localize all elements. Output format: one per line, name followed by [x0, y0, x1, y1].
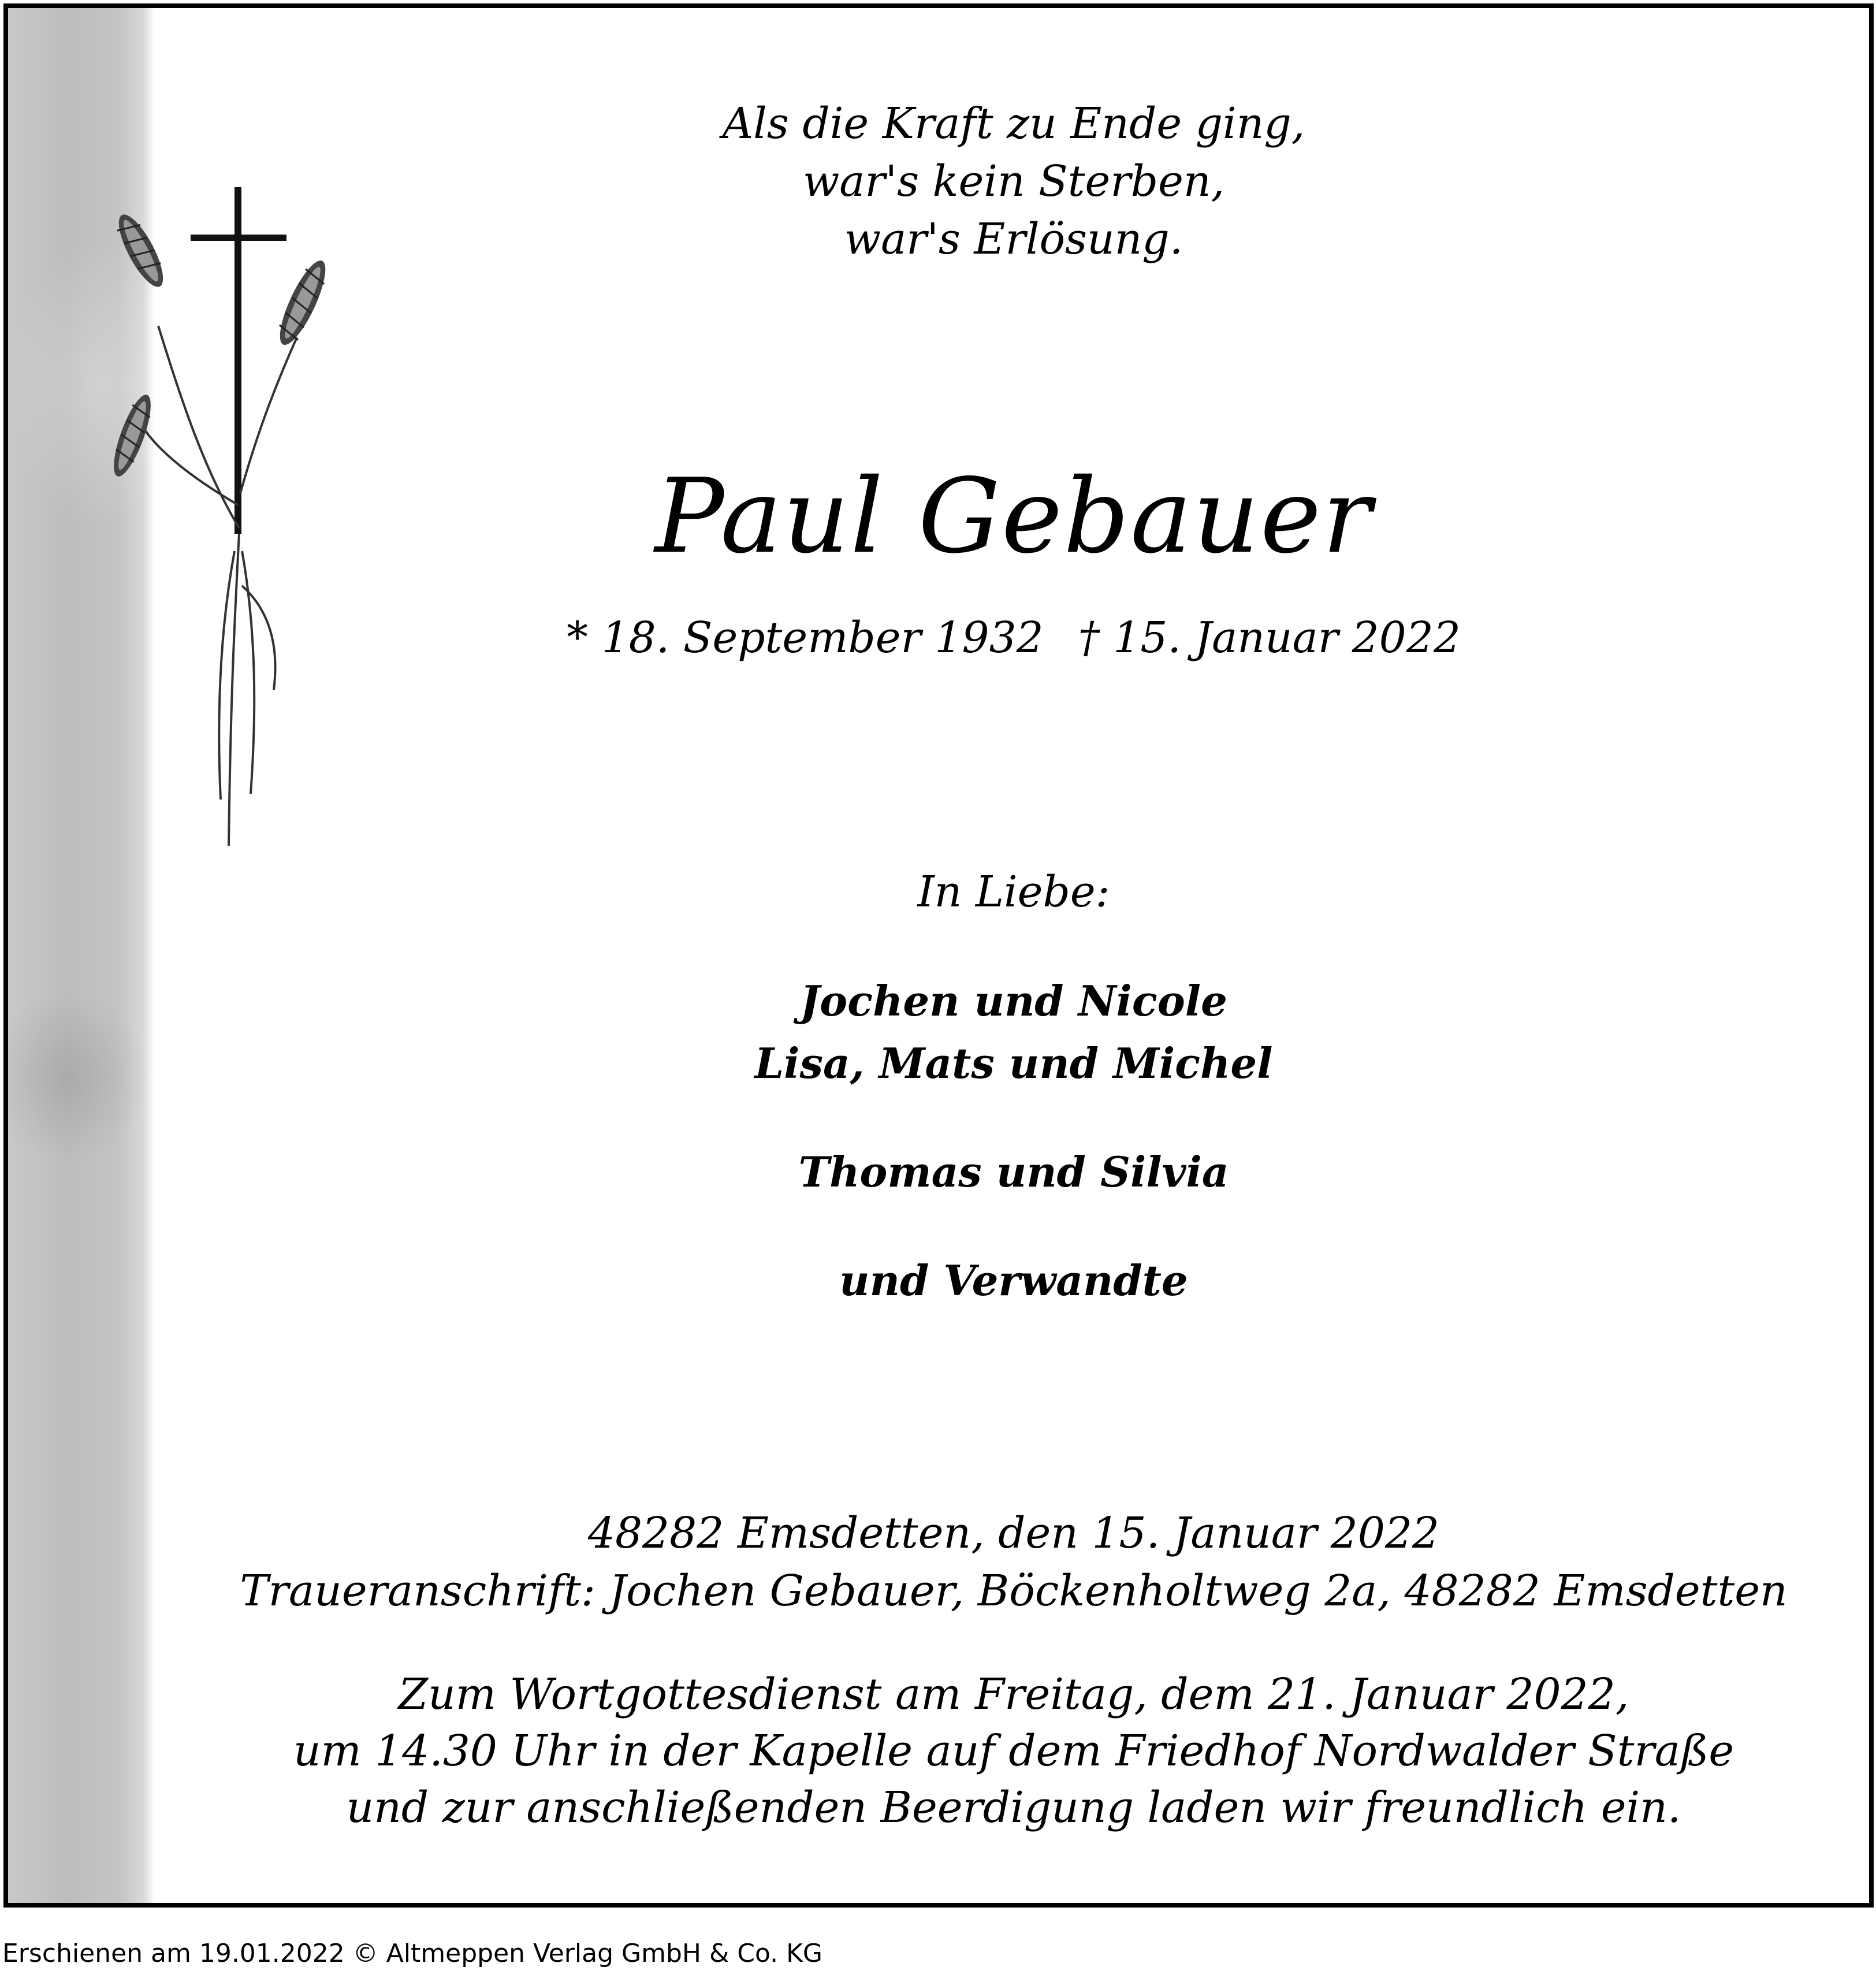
place-date-line: 48282 Emsdetten, den 15. Januar 2022 — [587, 1508, 1440, 1558]
birth-date: * 18. September 1932 — [567, 613, 1044, 663]
service-line: und zur anschließenden Beerdigung laden wir freundlich ein. — [346, 1783, 1681, 1832]
life-dates — [158, 609, 1869, 667]
funeral-service-info — [158, 1666, 1869, 1836]
motto-line: war's Erlösung. — [844, 214, 1183, 264]
mourning-address: Traueranschrift: Jochen Gebauer, Böckenholtweg 2a, 48282 Emsdetten — [240, 1566, 1788, 1616]
service-line: um 14.30 Uhr in der Kapelle auf dem Friedhof Nordwalder Straße — [293, 1726, 1734, 1776]
mourners-list — [158, 970, 1869, 1312]
publication-footer: Erschienen am 19.01.2022 © Altmeppen Verlag GmbH & Co. KG — [2, 1939, 823, 1968]
death-date: † 15. Januar 2022 — [1078, 613, 1461, 663]
deceased-name: Paul Gebauer — [654, 456, 1373, 576]
motto-line: war's kein Sterben, — [802, 157, 1225, 206]
service-line: Zum Wortgottesdienst am Freitag, dem 21. Januar 2022, — [398, 1670, 1629, 1719]
obituary-card — [3, 3, 1874, 1908]
place-and-address — [158, 1504, 1869, 1620]
motto-line: Als die Kraft zu Ende ging, — [722, 99, 1305, 148]
mourner-line: Lisa, Mats und Michel — [754, 1039, 1273, 1088]
in-love-label: In Liebe: — [917, 867, 1110, 917]
mourner-line: Thomas und Silvia — [798, 1147, 1229, 1196]
motto-verse — [158, 95, 1869, 268]
mourner-line: und Verwandte — [839, 1256, 1188, 1305]
mourner-line: Jochen und Nicole — [800, 976, 1227, 1025]
